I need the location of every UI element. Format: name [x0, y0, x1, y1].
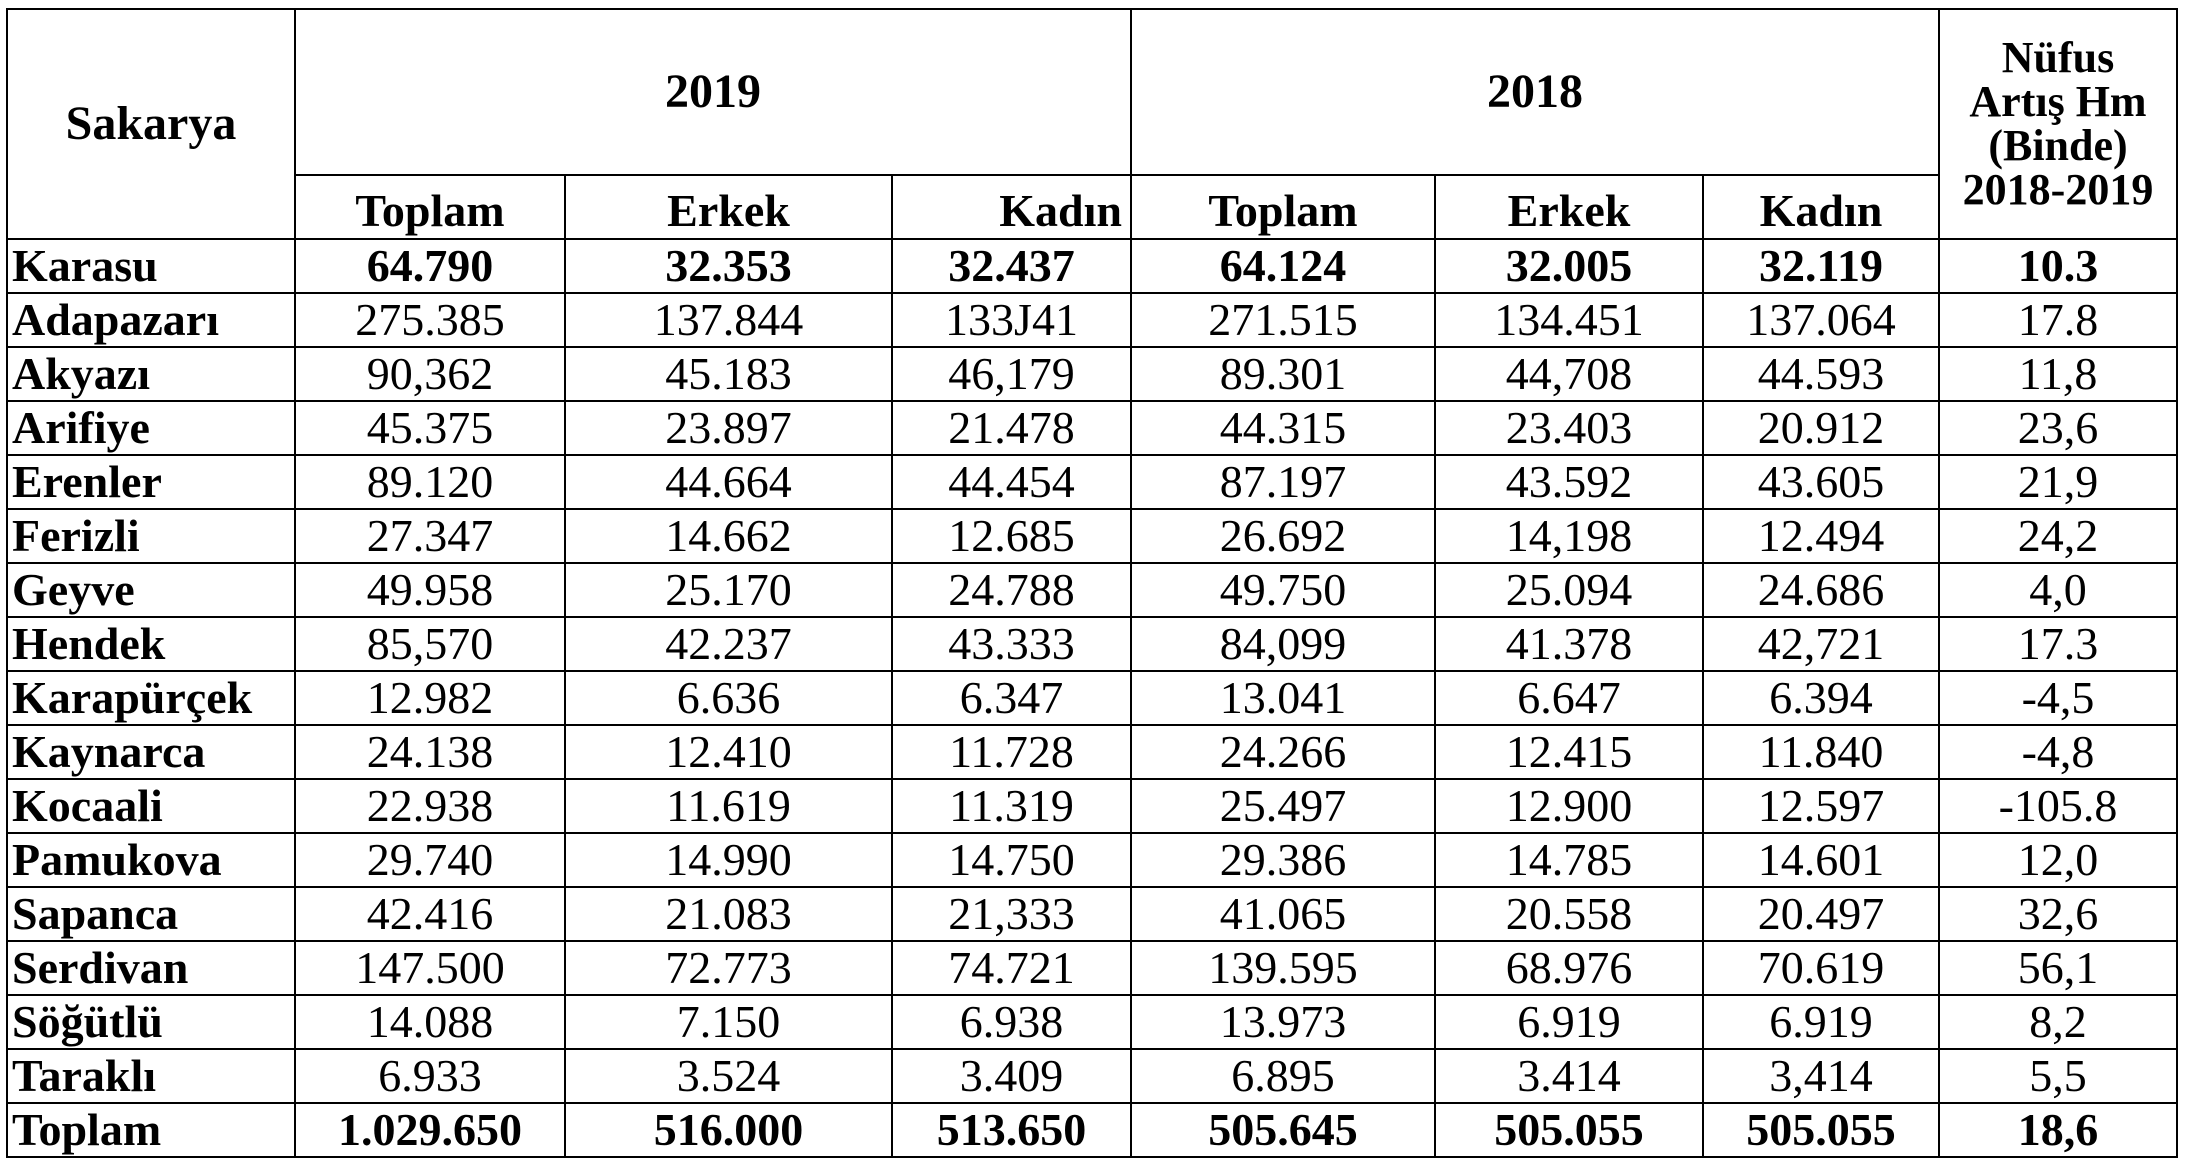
- table-row: [7, 887, 2177, 941]
- year-header-2019: 2019: [295, 9, 1131, 175]
- cell-growth-rate: 5,5: [1939, 1049, 2177, 1103]
- cell-toplam-2018: 26.692: [1131, 509, 1435, 563]
- cell-growth-rate: 17.8: [1939, 293, 2177, 347]
- cell-toplam-2019: 14.088: [295, 995, 565, 1049]
- growth-rate-header: [1939, 9, 2177, 239]
- col-header-toplam-2018: Toplam: [1131, 175, 1435, 239]
- cell-erkek-2019: 14.662: [565, 509, 892, 563]
- cell-erkek-2019: 516.000: [565, 1103, 892, 1157]
- cell-growth-rate: 11,8: [1939, 347, 2177, 401]
- cell-toplam-2018: 64.124: [1131, 239, 1435, 293]
- cell-kadin-2018: 14.601: [1703, 833, 1939, 887]
- growth-rate-header-line: 2018-2019: [1962, 165, 2154, 214]
- table-row: [7, 563, 2177, 617]
- cell-erkek-2019: 45.183: [565, 347, 892, 401]
- district-name: Hendek: [7, 617, 295, 671]
- table-row: [7, 671, 2177, 725]
- cell-kadin-2018: 12.597: [1703, 779, 1939, 833]
- cell-kadin-2019: 11.728: [892, 725, 1131, 779]
- cell-toplam-2019: 64.790: [295, 239, 565, 293]
- cell-toplam-2018: 24.266: [1131, 725, 1435, 779]
- cell-erkek-2019: 137.844: [565, 293, 892, 347]
- cell-toplam-2019: 275.385: [295, 293, 565, 347]
- col-header-toplam-2019: Toplam: [295, 175, 565, 239]
- cell-growth-rate: 32,6: [1939, 887, 2177, 941]
- cell-growth-rate: -105.8: [1939, 779, 2177, 833]
- cell-growth-rate: 21,9: [1939, 455, 2177, 509]
- district-name: Taraklı: [7, 1049, 295, 1103]
- cell-growth-rate: 10.3: [1939, 239, 2177, 293]
- cell-erkek-2019: 44.664: [565, 455, 892, 509]
- cell-kadin-2018: 70.619: [1703, 941, 1939, 995]
- cell-erkek-2019: 11.619: [565, 779, 892, 833]
- cell-toplam-2019: 22.938: [295, 779, 565, 833]
- cell-kadin-2018: 6.394: [1703, 671, 1939, 725]
- cell-toplam-2018: 6.895: [1131, 1049, 1435, 1103]
- cell-erkek-2018: 6.919: [1435, 995, 1703, 1049]
- col-header-erkek-2019: Erkek: [565, 175, 892, 239]
- cell-toplam-2019: 49.958: [295, 563, 565, 617]
- cell-erkek-2018: 32.005: [1435, 239, 1703, 293]
- cell-toplam-2019: 45.375: [295, 401, 565, 455]
- corner-label: Sakarya: [7, 9, 295, 239]
- cell-kadin-2018: 6.919: [1703, 995, 1939, 1049]
- cell-toplam-2018: 84,099: [1131, 617, 1435, 671]
- district-name: Sapanca: [7, 887, 295, 941]
- cell-kadin-2019: 6.347: [892, 671, 1131, 725]
- cell-toplam-2018: 29.386: [1131, 833, 1435, 887]
- cell-kadin-2019: 6.938: [892, 995, 1131, 1049]
- table-row: [7, 779, 2177, 833]
- growth-rate-header-line: (Binde): [1988, 121, 2128, 170]
- cell-kadin-2019: 11.319: [892, 779, 1131, 833]
- cell-toplam-2019: 12.982: [295, 671, 565, 725]
- cell-kadin-2018: 32.119: [1703, 239, 1939, 293]
- cell-erkek-2019: 23.897: [565, 401, 892, 455]
- cell-toplam-2018: 505.645: [1131, 1103, 1435, 1157]
- cell-kadin-2019: 44.454: [892, 455, 1131, 509]
- table-body: [7, 239, 2177, 1157]
- table-row: [7, 617, 2177, 671]
- cell-kadin-2019: 21.478: [892, 401, 1131, 455]
- cell-kadin-2019: 74.721: [892, 941, 1131, 995]
- district-name: Kocaali: [7, 779, 295, 833]
- year-header-2018: 2018: [1131, 9, 1939, 175]
- cell-growth-rate: -4,5: [1939, 671, 2177, 725]
- cell-growth-rate: 23,6: [1939, 401, 2177, 455]
- cell-erkek-2019: 3.524: [565, 1049, 892, 1103]
- cell-kadin-2018: 505.055: [1703, 1103, 1939, 1157]
- cell-kadin-2018: 42,721: [1703, 617, 1939, 671]
- cell-erkek-2018: 68.976: [1435, 941, 1703, 995]
- cell-erkek-2018: 134.451: [1435, 293, 1703, 347]
- cell-kadin-2019: 32.437: [892, 239, 1131, 293]
- cell-erkek-2018: 43.592: [1435, 455, 1703, 509]
- cell-erkek-2018: 6.647: [1435, 671, 1703, 725]
- district-name: Karapürçek: [7, 671, 295, 725]
- cell-erkek-2019: 42.237: [565, 617, 892, 671]
- cell-growth-rate: 17.3: [1939, 617, 2177, 671]
- district-name: Geyve: [7, 563, 295, 617]
- cell-erkek-2018: 505.055: [1435, 1103, 1703, 1157]
- district-name: Serdivan: [7, 941, 295, 995]
- district-name: Söğütlü: [7, 995, 295, 1049]
- table-row: [7, 347, 2177, 401]
- cell-toplam-2018: 41.065: [1131, 887, 1435, 941]
- table-row: [7, 239, 2177, 293]
- cell-kadin-2018: 43.605: [1703, 455, 1939, 509]
- table-row: [7, 995, 2177, 1049]
- cell-toplam-2018: 87.197: [1131, 455, 1435, 509]
- district-name: Kaynarca: [7, 725, 295, 779]
- table-row: [7, 509, 2177, 563]
- cell-toplam-2018: 25.497: [1131, 779, 1435, 833]
- cell-growth-rate: -4,8: [1939, 725, 2177, 779]
- table-row: [7, 833, 2177, 887]
- population-table: [6, 8, 2178, 1158]
- cell-toplam-2019: 89.120: [295, 455, 565, 509]
- cell-kadin-2018: 20.497: [1703, 887, 1939, 941]
- cell-kadin-2019: 133J41: [892, 293, 1131, 347]
- cell-kadin-2019: 3.409: [892, 1049, 1131, 1103]
- table-row: [7, 1103, 2177, 1157]
- cell-kadin-2019: 21,333: [892, 887, 1131, 941]
- district-name: Pamukova: [7, 833, 295, 887]
- cell-erkek-2019: 21.083: [565, 887, 892, 941]
- cell-erkek-2019: 6.636: [565, 671, 892, 725]
- cell-toplam-2018: 139.595: [1131, 941, 1435, 995]
- district-name: Ferizli: [7, 509, 295, 563]
- district-name: Erenler: [7, 455, 295, 509]
- cell-toplam-2019: 1.029.650: [295, 1103, 565, 1157]
- table-row: [7, 293, 2177, 347]
- cell-kadin-2018: 11.840: [1703, 725, 1939, 779]
- header-row-columns: [7, 175, 2177, 239]
- cell-kadin-2019: 14.750: [892, 833, 1131, 887]
- cell-kadin-2019: 43.333: [892, 617, 1131, 671]
- cell-toplam-2019: 27.347: [295, 509, 565, 563]
- cell-toplam-2019: 24.138: [295, 725, 565, 779]
- cell-erkek-2018: 41.378: [1435, 617, 1703, 671]
- cell-kadin-2018: 3,414: [1703, 1049, 1939, 1103]
- cell-erkek-2018: 12.900: [1435, 779, 1703, 833]
- cell-erkek-2018: 23.403: [1435, 401, 1703, 455]
- cell-kadin-2018: 137.064: [1703, 293, 1939, 347]
- table-row: [7, 725, 2177, 779]
- cell-erkek-2018: 14.785: [1435, 833, 1703, 887]
- cell-erkek-2019: 25.170: [565, 563, 892, 617]
- cell-erkek-2019: 32.353: [565, 239, 892, 293]
- cell-kadin-2019: 24.788: [892, 563, 1131, 617]
- col-header-erkek-2018: Erkek: [1435, 175, 1703, 239]
- cell-toplam-2018: 44.315: [1131, 401, 1435, 455]
- cell-erkek-2018: 12.415: [1435, 725, 1703, 779]
- cell-kadin-2019: 513.650: [892, 1103, 1131, 1157]
- cell-erkek-2019: 72.773: [565, 941, 892, 995]
- district-name: Toplam: [7, 1103, 295, 1157]
- cell-kadin-2019: 46,179: [892, 347, 1131, 401]
- cell-kadin-2019: 12.685: [892, 509, 1131, 563]
- cell-erkek-2019: 7.150: [565, 995, 892, 1049]
- district-name: Arifiye: [7, 401, 295, 455]
- cell-growth-rate: 4,0: [1939, 563, 2177, 617]
- cell-toplam-2018: 89.301: [1131, 347, 1435, 401]
- cell-erkek-2018: 25.094: [1435, 563, 1703, 617]
- cell-toplam-2018: 49.750: [1131, 563, 1435, 617]
- table-row: [7, 1049, 2177, 1103]
- cell-kadin-2018: 24.686: [1703, 563, 1939, 617]
- growth-rate-header-line: Nüfus: [2001, 33, 2115, 82]
- cell-growth-rate: 18,6: [1939, 1103, 2177, 1157]
- cell-erkek-2018: 44,708: [1435, 347, 1703, 401]
- cell-toplam-2019: 6.933: [295, 1049, 565, 1103]
- cell-kadin-2018: 44.593: [1703, 347, 1939, 401]
- cell-toplam-2018: 13.973: [1131, 995, 1435, 1049]
- table-row: [7, 941, 2177, 995]
- cell-toplam-2019: 90,362: [295, 347, 565, 401]
- cell-growth-rate: 8,2: [1939, 995, 2177, 1049]
- table-row: [7, 401, 2177, 455]
- cell-kadin-2018: 12.494: [1703, 509, 1939, 563]
- cell-erkek-2018: 20.558: [1435, 887, 1703, 941]
- cell-toplam-2019: 42.416: [295, 887, 565, 941]
- header-row-years: [7, 9, 2177, 175]
- col-header-kadin-2018: Kadın: [1703, 175, 1939, 239]
- cell-growth-rate: 56,1: [1939, 941, 2177, 995]
- cell-toplam-2019: 147.500: [295, 941, 565, 995]
- cell-kadin-2018: 20.912: [1703, 401, 1939, 455]
- district-name: Karasu: [7, 239, 295, 293]
- growth-rate-header-line: Artış Hm: [1969, 77, 2147, 126]
- cell-toplam-2019: 29.740: [295, 833, 565, 887]
- cell-erkek-2019: 14.990: [565, 833, 892, 887]
- col-header-kadin-2019: Kadın: [892, 175, 1131, 239]
- cell-toplam-2019: 85,570: [295, 617, 565, 671]
- district-name: Akyazı: [7, 347, 295, 401]
- cell-toplam-2018: 13.041: [1131, 671, 1435, 725]
- table-row: [7, 455, 2177, 509]
- cell-erkek-2018: 14,198: [1435, 509, 1703, 563]
- cell-growth-rate: 24,2: [1939, 509, 2177, 563]
- cell-erkek-2019: 12.410: [565, 725, 892, 779]
- cell-toplam-2018: 271.515: [1131, 293, 1435, 347]
- district-name: Adapazarı: [7, 293, 295, 347]
- cell-erkek-2018: 3.414: [1435, 1049, 1703, 1103]
- cell-growth-rate: 12,0: [1939, 833, 2177, 887]
